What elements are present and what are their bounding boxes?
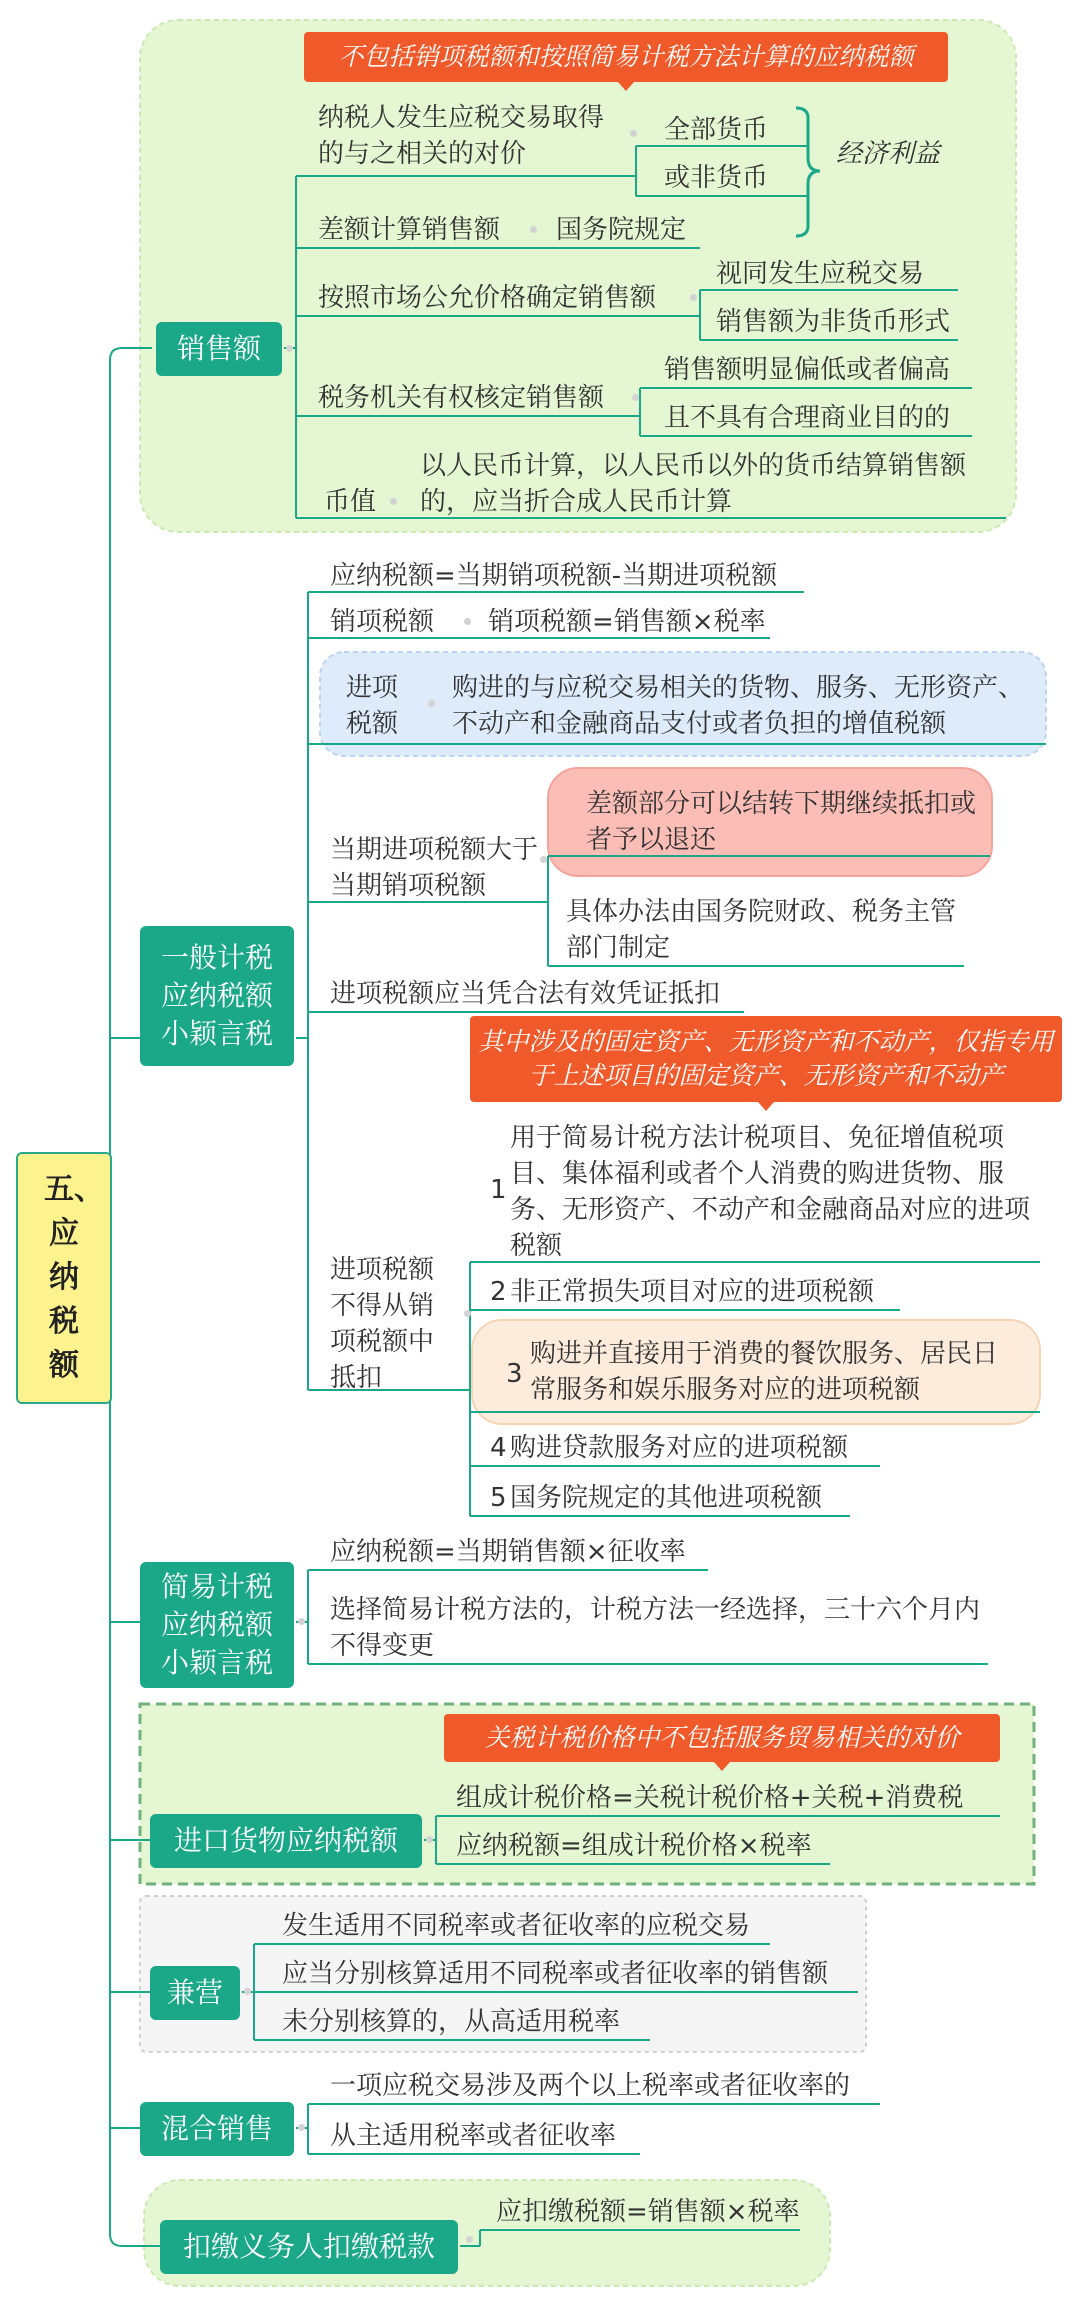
general-formula-text: 应纳税额=当期销项税额-当期进项税额 bbox=[330, 561, 778, 591]
state-council-text: 国务院规定 bbox=[556, 215, 687, 245]
concurrent-line-2: 应当分别核算适用不同税率或者征收率的销售额 bbox=[282, 1959, 829, 1989]
connector-dot bbox=[286, 345, 293, 352]
item-5-text: 国务院规定的其他进项税额 bbox=[510, 1483, 823, 1513]
simple-formula-text: 应纳税额=当期销售额×征收率 bbox=[330, 1537, 686, 1567]
concurrent-line-1: 发生适用不同税率或者征收率的应税交易 bbox=[282, 1911, 751, 1941]
diff-sales-text: 差额计算销售额 bbox=[318, 215, 501, 245]
item-3-text: 购进并直接用于消费的餐饮服务、居民日常服务和娱乐服务对应的进项税额 bbox=[530, 1339, 999, 1405]
connector-dot bbox=[298, 1618, 305, 1625]
concurrent-node[interactable]: 兼营 bbox=[150, 1966, 240, 2020]
concurrent-line-3: 未分别核算的，从高适用税率 bbox=[282, 2007, 621, 2037]
input-tax-desc: 购进的与应税交易相关的货物、服务、无形资产、不动产和金融商品支付或者负担的增值税额 bbox=[452, 673, 1025, 739]
input-tax-label: 进项 税额 bbox=[346, 673, 399, 739]
economic-benefit-text: 经济利益 bbox=[836, 139, 941, 169]
mixed-line-2: 从主适用税率或者征收率 bbox=[330, 2121, 617, 2151]
composite-price-text: 组成计税价格=关税计税价格+关税+消费税 bbox=[456, 1783, 964, 1813]
all-money-text: 全部货币 bbox=[664, 115, 769, 145]
connector-dot bbox=[244, 1988, 251, 1995]
connector-dot bbox=[530, 226, 537, 233]
connector-dot bbox=[632, 394, 639, 401]
mixed-line-1: 一项应税交易涉及两个以上税率或者征收率的 bbox=[330, 2071, 851, 2101]
connector-dot bbox=[630, 130, 637, 137]
connector-dot bbox=[540, 856, 547, 863]
item-2-text: 非正常损失项目对应的进项税额 bbox=[510, 1277, 875, 1307]
connector-dot bbox=[466, 2236, 473, 2243]
currency-text: 币值 bbox=[324, 487, 377, 517]
carry-forward-text: 差额部分可以结转下期继续抵扣或者予以退还 bbox=[586, 789, 977, 855]
root-node[interactable] bbox=[16, 1152, 112, 1404]
connector-dot bbox=[690, 294, 697, 301]
item-3-number: 3 bbox=[506, 1359, 523, 1389]
withholding-node[interactable]: 扣缴义务人扣缴税款 bbox=[160, 2220, 458, 2274]
voucher-text: 进项税额应当凭合法有效凭证抵扣 bbox=[330, 979, 721, 1009]
item-5-number: 5 bbox=[490, 1483, 507, 1513]
connector-dot bbox=[298, 2124, 305, 2131]
sales-node[interactable]: 销售额 bbox=[156, 322, 282, 376]
price-deviation-text: 销售额明显偏低或者偏高 bbox=[664, 355, 951, 385]
connector-dot bbox=[426, 1836, 433, 1843]
excess-input-text: 当期进项税额大于当期销项税额 bbox=[330, 835, 539, 901]
deemed-transaction-text: 视同发生应税交易 bbox=[716, 259, 925, 289]
item-2-number: 2 bbox=[490, 1277, 507, 1307]
nodeduct-text: 进项税额不得从销项税额中抵扣 bbox=[330, 1255, 435, 1393]
output-tax-formula: 销项税额=销售额×税率 bbox=[488, 607, 766, 637]
withholding-formula-text: 应扣缴税额=销售额×税率 bbox=[496, 2197, 800, 2227]
detailed-rules-text: 具体办法由国务院财政、税务主管部门制定 bbox=[566, 897, 957, 963]
consideration-text: 纳税人发生应税交易取得的与之相关的对价 bbox=[318, 103, 605, 169]
nodeduct-callout: 其中涉及的固定资产、无形资产和不动产，仅指专用于上述项目的固定资产、无形资产和不动产 bbox=[470, 1016, 1062, 1102]
non-money-text: 或非货币 bbox=[664, 163, 769, 193]
import-callout: 关税计税价格中不包括服务贸易相关的对价 bbox=[444, 1714, 1000, 1762]
connector-dot bbox=[464, 618, 471, 625]
tax-authority-text: 税务机关有权核定销售额 bbox=[318, 383, 605, 413]
root-label: 五、应纳税额 bbox=[44, 1172, 104, 1383]
connector-dot bbox=[428, 700, 435, 707]
rmb-conversion-text: 以人民币计算，以人民币以外的货币结算销售额的，应当折合成人民币计算 bbox=[420, 451, 967, 517]
mixed-node[interactable]: 混合销售 bbox=[140, 2102, 294, 2156]
no-business-purpose-text: 且不具有合理商业目的的 bbox=[664, 403, 951, 433]
import-node[interactable]: 进口货物应纳税额 bbox=[150, 1814, 422, 1868]
item-4-number: 4 bbox=[490, 1433, 507, 1463]
item-4-text: 购进贷款服务对应的进项税额 bbox=[510, 1433, 849, 1463]
fair-price-text: 按照市场公允价格确定销售额 bbox=[318, 283, 657, 313]
connector-dot bbox=[464, 1310, 471, 1317]
general-node[interactable]: 一般计税 应纳税额 小颖言税 bbox=[140, 926, 294, 1066]
simple-lock-text: 选择简易计税方法的，计税方法一经选择，三十六个月内不得变更 bbox=[330, 1595, 981, 1661]
simple-node[interactable]: 简易计税 应纳税额 小颖言税 bbox=[140, 1562, 294, 1688]
import-tax-text: 应纳税额=组成计税价格×税率 bbox=[456, 1831, 812, 1861]
connector-dot bbox=[390, 498, 397, 505]
item-1-text: 用于简易计税方法计税项目、免征增值税项目、集体福利或者个人消费的购进货物、服务、无形资产、不动产和金融商品对应的进项税额 bbox=[510, 1123, 1031, 1261]
non-monetary-text: 销售额为非货币形式 bbox=[716, 307, 951, 337]
item-1-number: 1 bbox=[490, 1175, 507, 1205]
output-tax-label: 销项税额 bbox=[330, 607, 435, 637]
sales-callout: 不包括销项税额和按照简易计税方法计算的应纳税额 bbox=[304, 32, 948, 82]
